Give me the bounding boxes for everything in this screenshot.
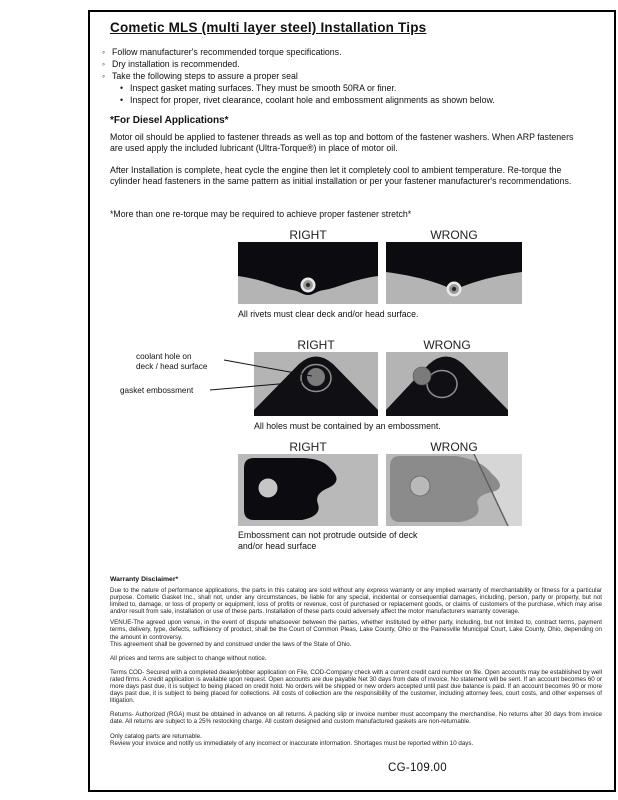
retorque-note: *More than one re-torque may be required to achieve proper fastener stretch* xyxy=(110,209,412,219)
warranty-paragraph: Only catalog parts are returnable. xyxy=(110,732,202,740)
diagram-coolant-wrong xyxy=(386,352,508,416)
diagram-embossment-wrong xyxy=(386,454,522,526)
warranty-paragraph: VENUE-The agreed upon venue, in the event of dispute whatsoever between the parties, whether instituted by either party, including, but not limited to, contract terms, payment terms, delivery, type, defects, sufficiency of product, shall be the Court of Common Pleas, Lake County, Ohio or the Painesville Municipal Court, Lake County, Ohio, depending on the amount in controversy. xyxy=(110,619,602,641)
diesel-paragraph-1: Motor oil should be applied to fastener threads as well as top and bottom of the fastener washers. When ARP fasteners are used apply the included lubricant (Ultra-Torque®) in place of motor oil. xyxy=(110,132,574,153)
rivet-caption: All rivets must clear deck and/or head surface. xyxy=(238,309,419,319)
wrong-label: WRONG xyxy=(430,228,478,242)
tip-item: ◦ Take the following steps to assure a proper seal xyxy=(102,70,592,82)
right-label: RIGHT xyxy=(289,228,327,242)
warranty-paragraph: Review your invoice and notify us immediately of any incorrect or inaccurate information. Shortages must be reported within 10 days. xyxy=(110,739,474,747)
warranty-paragraph: Due to the nature of performance applications, the parts in this catalog are sold without any express warranty or any implied warranty of merchantability or fitness for a particular purpose. Cometic Gasket Inc., shall not, under any circumstances, be liable for any special, incidental or consequential damages, including, person, party or property, but not limited to, damage, or loss of property or equipment, loss of profits or revenue, cost of purchased or replacement goods, or claims of customers of the purchase, which may arise and/or result from sale, installation or use of these parts. Installation of these parts could adversely affect the motor manufacturers warranty coverage. xyxy=(110,587,602,616)
wrong-label: WRONG xyxy=(430,440,478,454)
gasket-embossment-callout: gasket embossment xyxy=(120,386,194,395)
right-label: RIGHT xyxy=(297,338,335,352)
warranty-paragraph: This agreement shall be governed by and construed under the laws of the State of Ohio. xyxy=(110,640,352,648)
holes-caption: All holes must be contained by an embossment. xyxy=(254,421,441,431)
diesel-applications-heading: *For Diesel Applications* xyxy=(110,115,229,126)
tip-item: ◦ Follow manufacturer's recommended torque specifications. xyxy=(102,46,592,58)
diesel-paragraph-2: After Installation is complete, heat cycle the engine then let it completely cool to ambient temperature. Re-torque the cylinder head fasteners in the same pattern as initial installation or per your fastener manufacturer's recommendations. xyxy=(110,165,572,186)
warranty-paragraph: Returns- Authorized (RGA) must be obtained in advance on all returns. A packing slip or invoice number must accompany the merchandise. No returns after 30 days from invoice date. All returns are subject to a 25% restocking charge. All custom designed and custom manufactured gaskets are non-returnable. xyxy=(110,711,602,726)
installation-tips-list xyxy=(102,46,592,106)
catalog-page-number: CG-109.00 xyxy=(388,762,447,774)
protrude-caption: Embossment can not protrude outside of deck and/or head surface xyxy=(238,530,418,551)
diagram-rivet-right xyxy=(238,242,378,304)
page-title: Cometic MLS (multi layer steel) Installation Tips xyxy=(110,20,427,35)
warranty-section xyxy=(110,576,602,747)
warranty-heading: Warranty Disclaimer* xyxy=(110,576,179,583)
coolant-hole-callout: coolant hole on deck / head surface xyxy=(136,352,208,371)
wrong-label: WRONG xyxy=(423,338,471,352)
right-label: RIGHT xyxy=(289,440,327,454)
warranty-paragraph: Terms COD- Secured with a completed dealer/jobber application on File, COD-Company check with a current credit card number on file. Open accounts may be established by well rated firms. A credit application is available upon request. Open accounts are due payable Net 30 days from date of invoice. No statement will be sent. If an account becomes 60 or more days past due, it is subject to being placed on credit hold. No orders will be shipped or new orders accepted until past due balance is paid. If an account becomes 90 or more days past due, it is subject to being placed for collections. All costs of collection are the responsibility of the customer, including attorney fees, court costs, and other expenses of litigation. xyxy=(110,668,602,705)
warranty-paragraph: All prices and terms are subject to change without notice. xyxy=(110,654,267,662)
tip-item: ◦ Dry installation is recommended. xyxy=(102,58,592,70)
diagram-embossment-right xyxy=(238,454,378,526)
catalog-page xyxy=(88,10,616,792)
tip-sub-item: • Inspect for proper, rivet clearance, coolant hole and embossment alignments as shown below. xyxy=(120,94,592,106)
diagram-coolant-right xyxy=(254,352,378,416)
tip-sub-item: • Inspect gasket mating surfaces. They must be smooth 50RA or finer. xyxy=(120,82,592,94)
diagram-rivet-wrong xyxy=(386,242,522,304)
